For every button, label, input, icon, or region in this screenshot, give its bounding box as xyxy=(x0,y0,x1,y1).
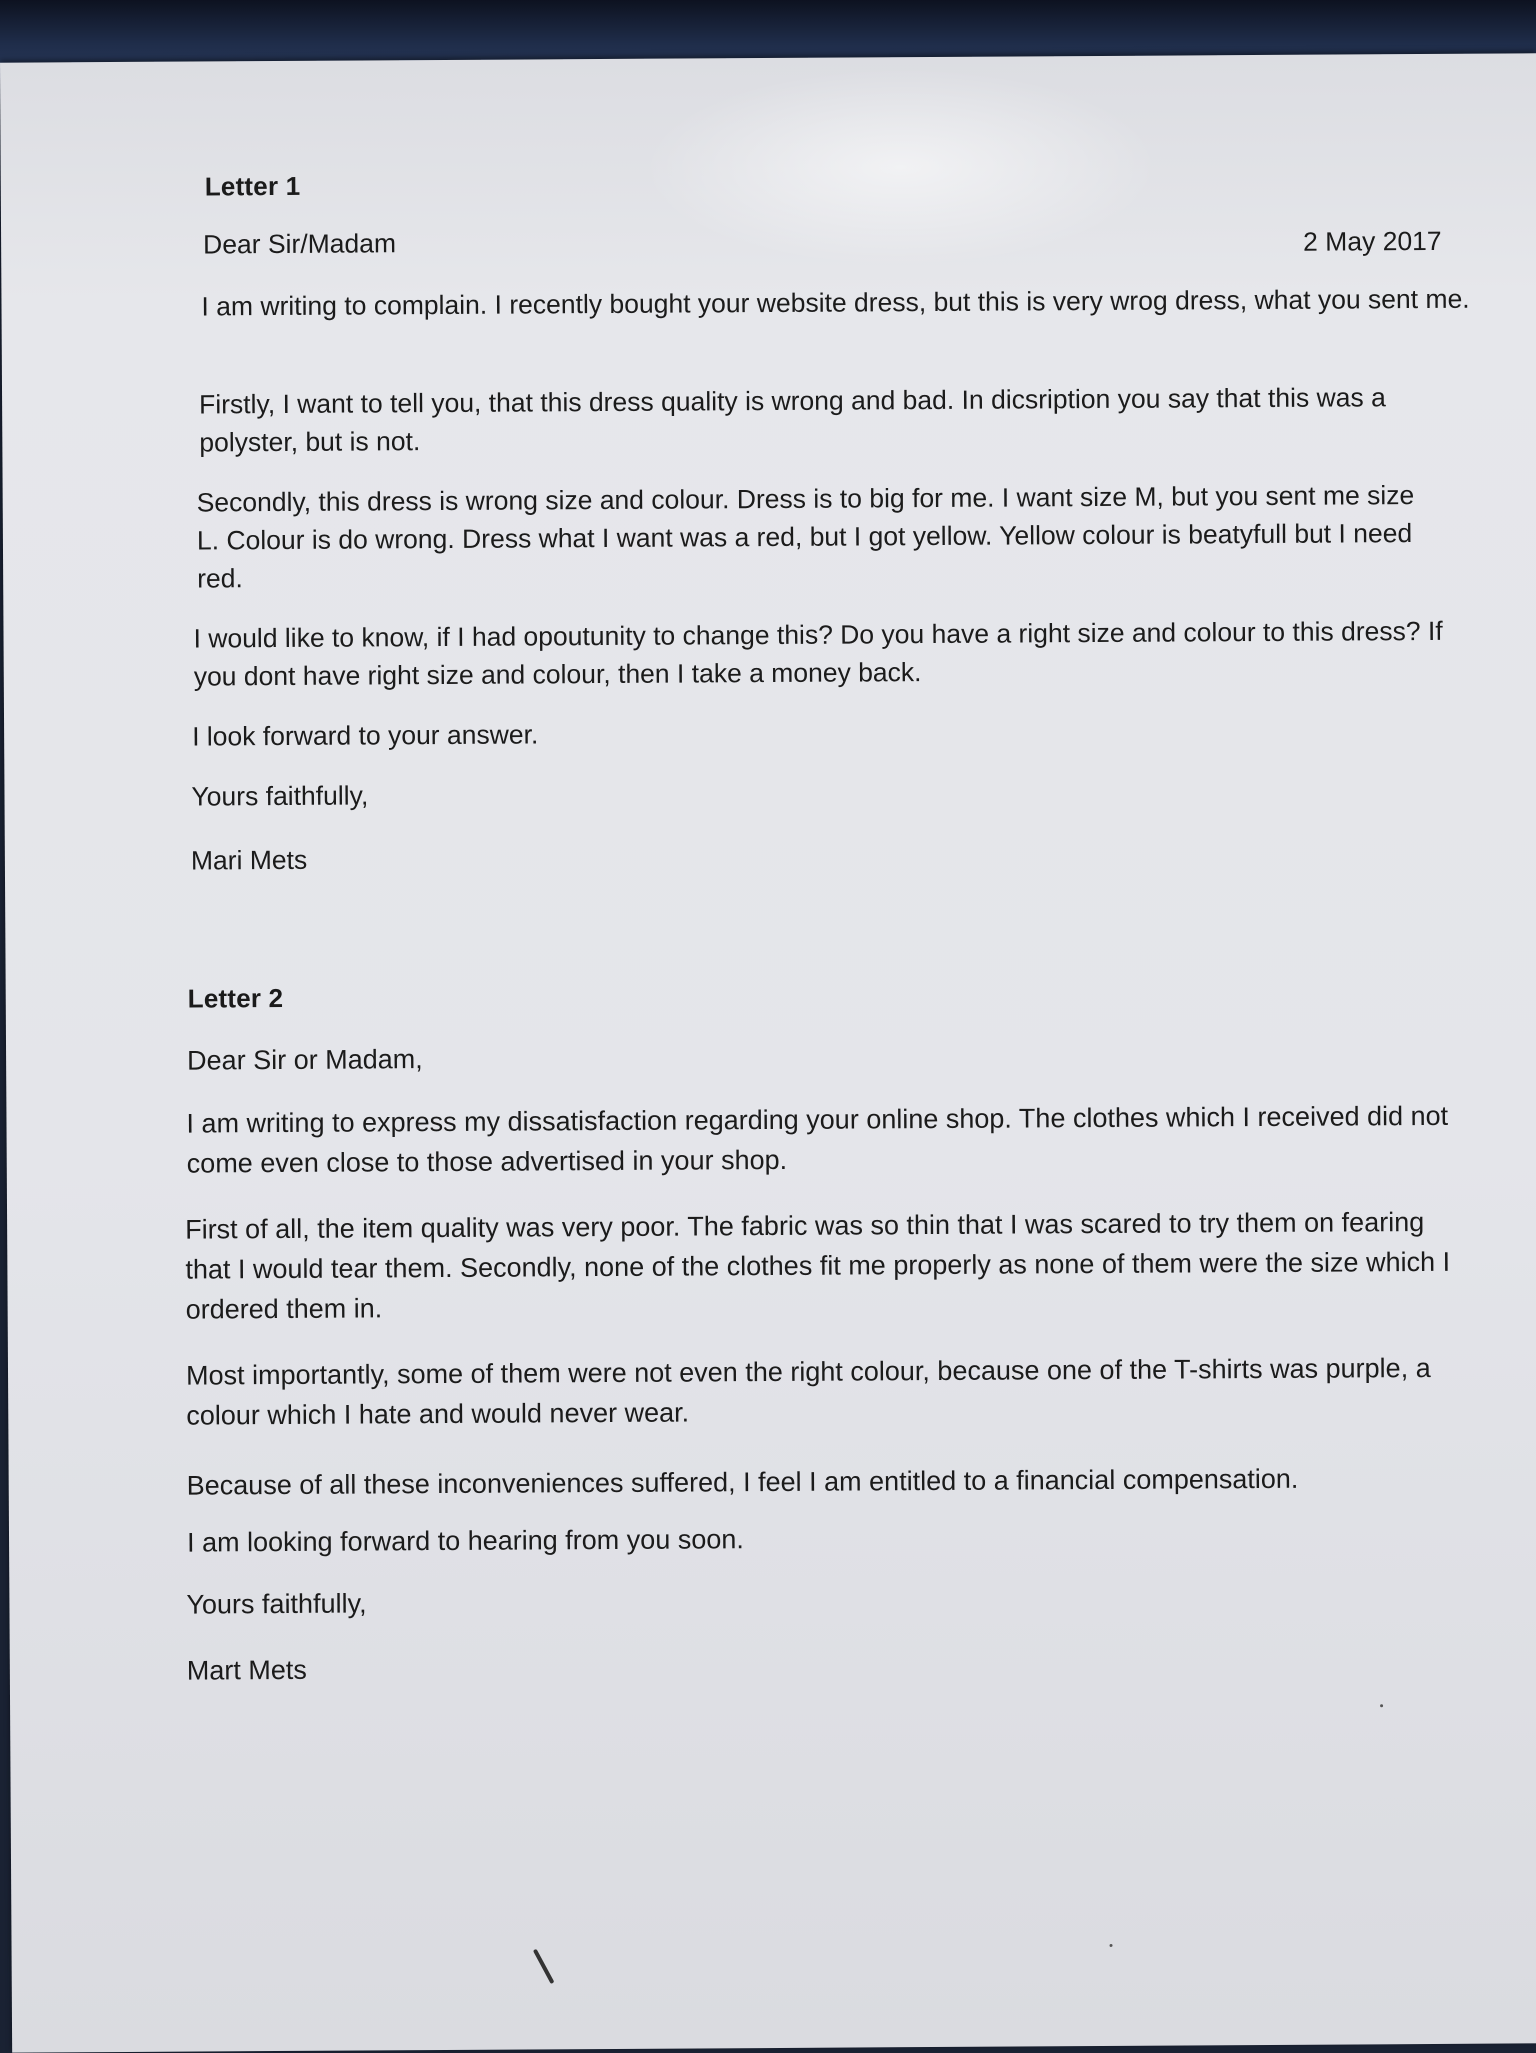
paper-scratch-mark xyxy=(533,1949,555,1984)
letter-2-closing-line: I am looking forward to hearing from you soon. xyxy=(186,1524,744,1558)
letter-2-paragraph-1: I am writing to express my dissatisfaction regarding your online shop. The clothes which I received did not come even close to those advertised in your shop. xyxy=(186,1100,1449,1179)
letter-1-signature: Mari Mets xyxy=(190,844,308,876)
letter-2-paragraph-2: First of all, the item quality was very poor. The fabric was so thin that I was scared to try them on fearing that I would tear them. Secondly, none of the clothes fit me properly as none of them were the size which I ordered them in. xyxy=(185,1207,1451,1325)
letter-2-signoff: Yours faithfully, xyxy=(186,1588,367,1620)
letter-2-heading: Letter 2 xyxy=(187,982,284,1014)
letter-1-paragraph-3: Secondly, this dress is wrong size and colour. Dress is to big for me. I want size M, but you sent me size L. Colour is do wrong. Dress what I want was a red, but I got yellow. Yellow colour is beatyfull but I need red. xyxy=(196,480,1415,594)
letter-1-paragraph-1: I am writing to complain. I recently bought your website dress, but this is very wrog dress, what you sent me. xyxy=(201,283,1470,322)
letter-1-salutation: Dear Sir/Madam xyxy=(203,228,397,260)
letter-1-paragraph-2: Firstly, I want to tell you, that this dress quality is wrong and bad. In dicsription you say that this was a polyster, but is not. xyxy=(199,382,1386,458)
paper-speck xyxy=(1380,1704,1383,1707)
paper-sheet xyxy=(0,53,1536,2052)
paper-speck xyxy=(1110,1944,1113,1947)
letter-2-salutation: Dear Sir or Madam, xyxy=(187,1044,423,1076)
letter-2-paragraph-4: Because of all these inconveniences suffered, I feel I am entitled to a financial compensation. xyxy=(186,1463,1299,1501)
letter-2-paragraph-3: Most importantly, some of them were not even the right colour, because one of the T-shirts was purple, a colour which I hate and would never wear. xyxy=(185,1352,1431,1431)
letter-1-signoff: Yours faithfully, xyxy=(191,780,369,812)
letter-2-signature: Mart Mets xyxy=(186,1654,307,1686)
document-content xyxy=(0,53,1536,2052)
letter-1-heading: Letter 1 xyxy=(204,170,301,202)
letter-1-closing-line: I look forward to your answer. xyxy=(192,719,539,752)
letter-1-date: 2 May 2017 xyxy=(1303,225,1442,257)
letter-1-paragraph-4: I would like to know, if I had opoutunity to change this? Do you have a right size and colour to this dress? If you dont have right size and colour, then I take a money back. xyxy=(193,615,1443,692)
